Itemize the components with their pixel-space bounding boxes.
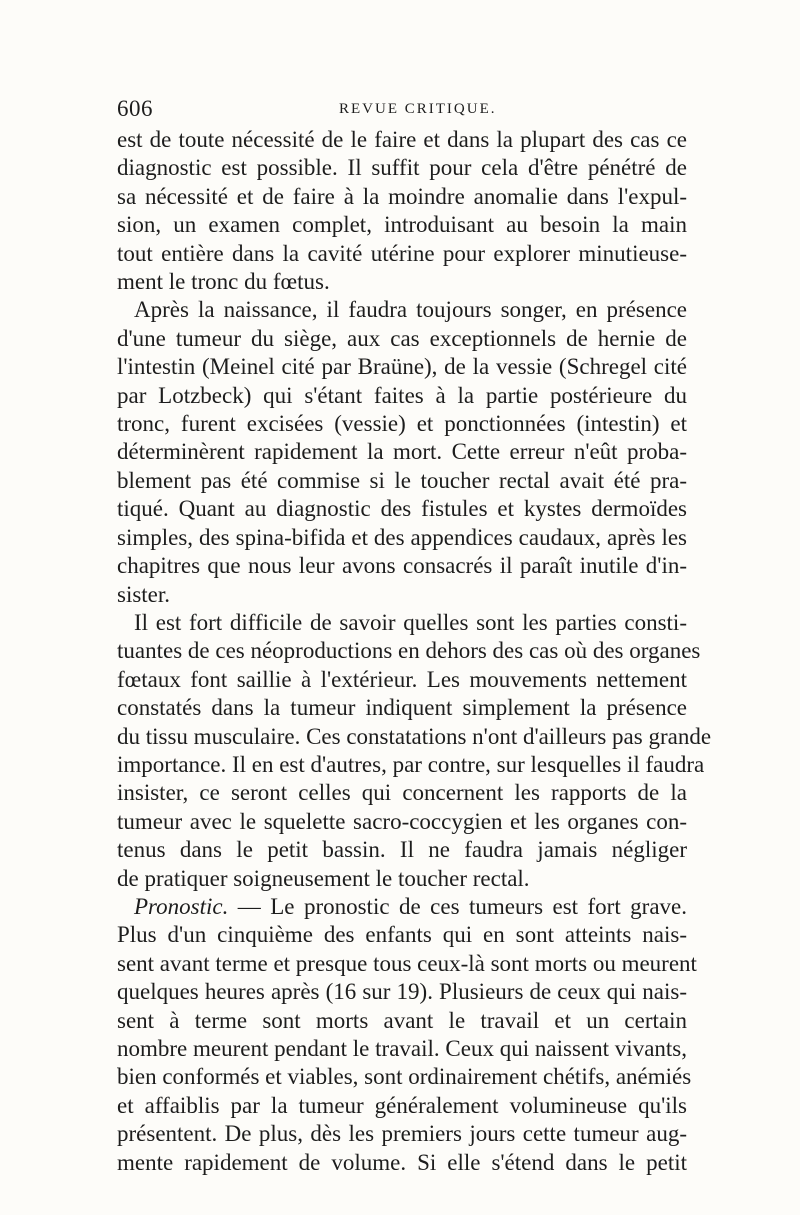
text-line: de pratiquer soigneusement le toucher rectal. <box>117 865 530 891</box>
text-line: sister. <box>117 581 171 607</box>
paragraph-1 <box>117 126 687 296</box>
text-line: insister, ce seront celles qui concernent les rapports de la <box>117 780 687 806</box>
text-line: bien conformés et viables, sont ordinairement chétifs, anémiés <box>117 1064 692 1090</box>
text-line-rest: — Le pronostic de ces tumeurs est fort grave. <box>228 893 687 919</box>
text-line: Il est fort difficile de savoir quelles sont les parties consti- <box>134 609 687 635</box>
paragraph-4 <box>117 893 697 1177</box>
running-head: REVUE CRITIQUE. <box>339 101 497 117</box>
text-line: fœtaux font saillie à l'extérieur. Les mouvements nettement <box>117 666 687 692</box>
text-line: Après la naissance, il faudra toujours songer, en présence <box>134 297 687 323</box>
text-line: nombre meurent pendant le travail. Ceux qui naissent vivants, <box>117 1036 687 1061</box>
text-line: tiqué. Quant au diagnostic des fistules et kystes dermoïdes <box>117 496 687 522</box>
page-header <box>117 96 687 126</box>
text-line: et affaiblis par la tumeur généralement volumineuse qu'ils <box>117 1092 687 1118</box>
text-line: tenus dans le petit bassin. Il ne faudra jamais négliger <box>117 837 687 863</box>
text-line: tuantes de ces néoproductions en dehors des cas où des organes <box>117 638 701 664</box>
text-line: sa nécessité et de faire à la moindre anomalie dans l'expul- <box>117 183 687 209</box>
paragraph-2 <box>117 296 687 608</box>
text-line: blement pas été commise si le toucher rectal avait été pra- <box>117 467 687 493</box>
text-line: sent avant terme et presque tous ceux-là sont morts ou meurent <box>117 950 697 976</box>
text-line: sent à terme sont morts avant le travail et un certain <box>117 1007 687 1033</box>
text-line: par Lotzbeck) qui s'étant faites à la partie postérieure du <box>117 382 687 408</box>
page-number: 606 <box>117 96 153 121</box>
body-text <box>117 126 712 1177</box>
text-line: tronc, furent excisées (vessie) et ponctionnées (intestin) et <box>117 411 687 437</box>
text-line: est de toute nécessité de le faire et dans la plupart des cas ce <box>117 127 687 152</box>
text-line: l'intestin (Meinel cité par Braüne), de la vessie (Schregel cité <box>117 354 687 380</box>
text-line: présentent. De plus, dès les premiers jours cette tumeur aug- <box>117 1121 687 1147</box>
text-line: sion, un examen complet, introduisant au besoin la main <box>117 212 687 238</box>
paragraph-3 <box>117 609 712 893</box>
text-line: ment le tronc du fœtus. <box>117 269 330 295</box>
text-line: Plus d'un cinquième des enfants qui en sont atteints nais- <box>117 922 687 948</box>
text-line: tumeur avec le squelette sacro-coccygien et les organes con- <box>117 808 687 834</box>
text-line: constatés dans la tumeur indiquent simplement la présence <box>117 695 687 721</box>
text-line: quelques heures après (16 sur 19). Plusieurs de ceux qui nais- <box>117 979 687 1005</box>
text-line: mente rapidement de volume. Si elle s'étend dans le petit <box>117 1149 687 1175</box>
section-lead-pronostic: Pronostic. <box>134 893 229 919</box>
text-line: du tissu musculaire. Ces constatations n'ont d'ailleurs pas grande <box>117 723 712 749</box>
text-line: importance. Il en est d'autres, par contre, sur lesquelles il faudra <box>117 751 705 777</box>
text-line: d'une tumeur du siège, aux cas exceptionnels de hernie de <box>117 325 687 351</box>
text-line: chapitres que nous leur avons consacrés il paraît inutile d'in- <box>117 553 687 579</box>
text-line: tout entière dans la cavité utérine pour explorer minutieuse- <box>117 240 687 266</box>
text-line: déterminèrent rapidement la mort. Cette erreur n'eût proba- <box>117 439 687 465</box>
text-line: simples, des spina-bifida et des appendices caudaux, après les <box>117 524 687 550</box>
text-line <box>117 893 687 921</box>
text-line: diagnostic est possible. Il suffit pour cela d'être pénétré de <box>117 155 687 181</box>
